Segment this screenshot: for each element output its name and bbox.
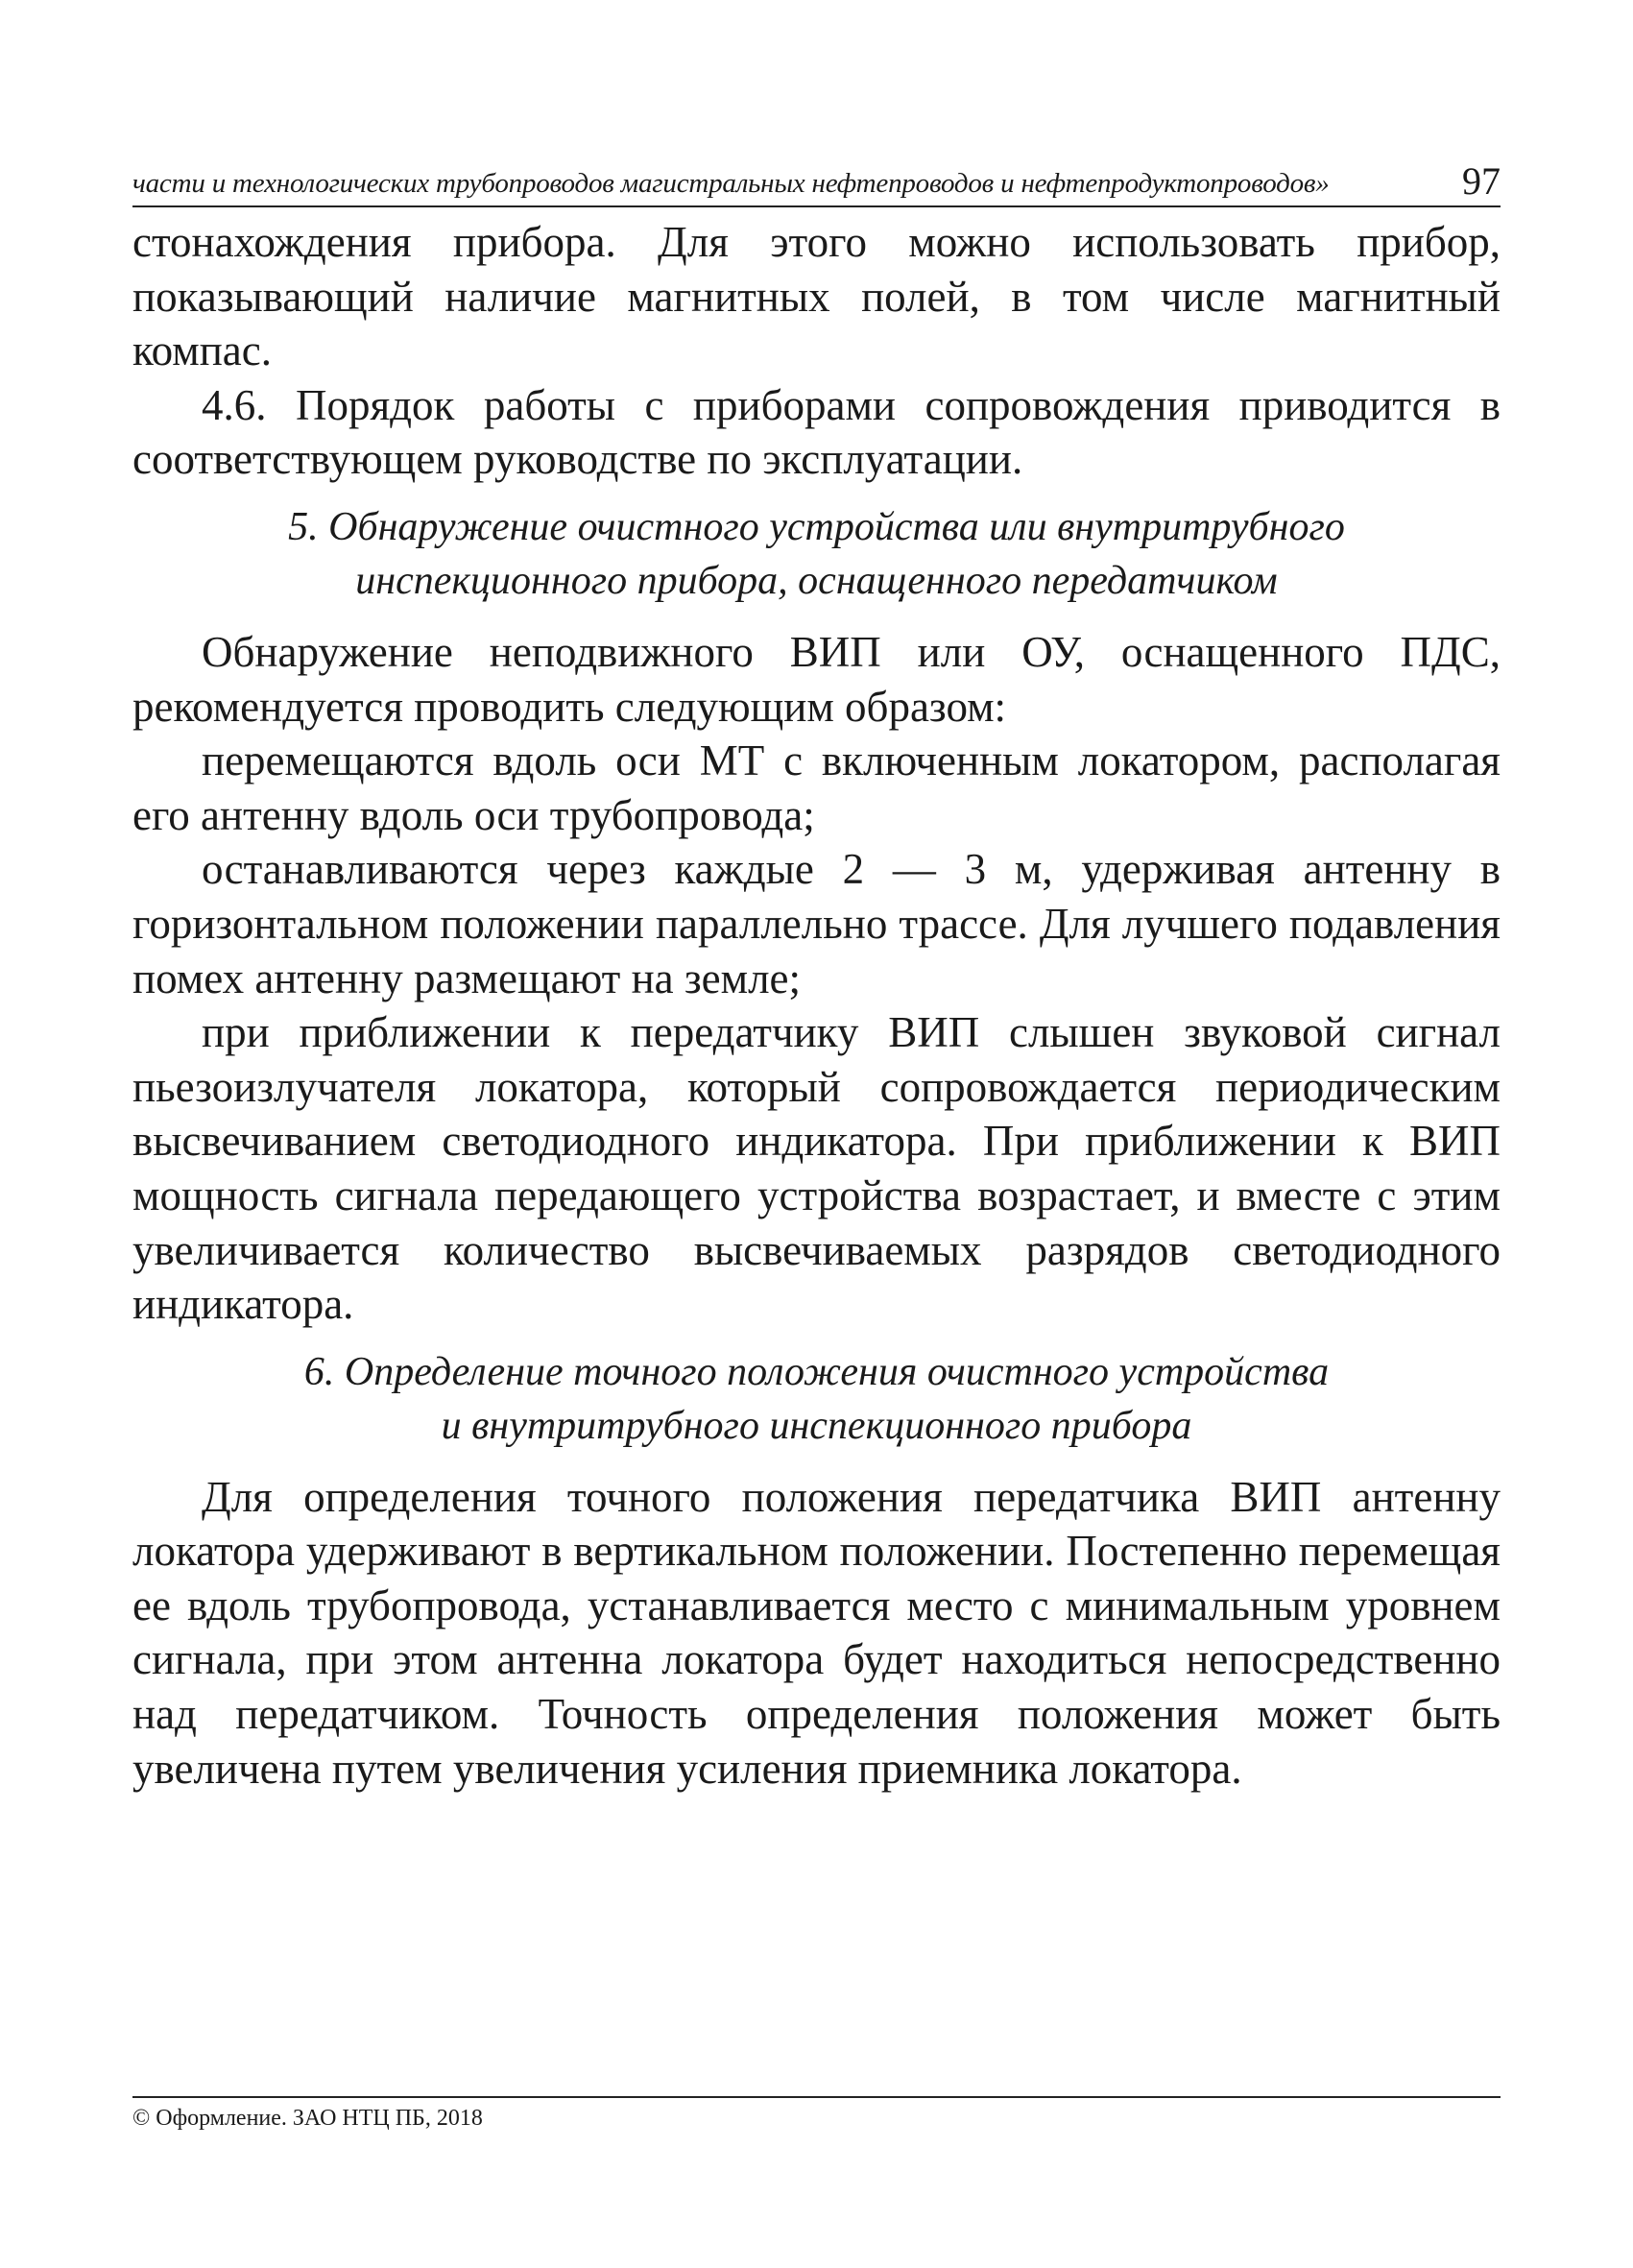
paragraph-precise-position: Для определения точного положения передатчика ВИП антенну локатора удерживают в вертикальном положении. Постепенно перемещая ее вдоль трубопровода, устанавливается место с минимальным уровнем сигнала, при этом антенна локатора будет находиться непосредственно над передатчиком. Точность определения положения может быть увеличена путем увеличения усиления приемника локатора.: [132, 1472, 1501, 1793]
page-number: 97: [1462, 159, 1501, 203]
running-header: [132, 152, 1501, 207]
body-text: [132, 215, 1501, 1796]
running-title: части и технологических трубопроводов магистральных нефтепроводов и нефтепродуктопроводов»: [132, 168, 1330, 199]
page-footer: [132, 2096, 1501, 2132]
section-5-heading-line-1: 5. Обнаружение очистного устройства или внутритрубного: [288, 504, 1345, 549]
paragraph-continuation: стонахождения прибора. Для этого можно использовать прибор, показывающий наличие магнитных полей, в том числе магнитный компас.: [132, 218, 1501, 375]
paragraph-detection-intro: Обнаружение неподвижного ВИП или ОУ, оснащенного ПДС, рекомендуется проводить следующим образом:: [132, 627, 1501, 731]
paragraph-step-approach: при приближении к передатчику ВИП слышен звуковой сигнал пьезоизлучателя локатора, который сопровождается периодическим высвечиванием светодиодного индикатора. При приближении к ВИП мощность сигнала передающего устройства возрастает, и вместе с этим увеличивается количество высвечиваемых разрядов светодиодного индикатора.: [132, 1008, 1501, 1329]
section-5-heading: [132, 500, 1501, 608]
copyright-notice: © Оформление. ЗАО НТЦ ПБ, 2018: [132, 2106, 483, 2131]
section-6-heading: [132, 1345, 1501, 1453]
paragraph-step-stop: останавливаются через каждые 2 — 3 м, удерживая антенну в горизонтальном положении параллельно трассе. Для лучшего подавления помех антенну размещают на земле;: [132, 845, 1501, 1002]
paragraph-step-move: перемещаются вдоль оси МТ с включенным локатором, располагая его антенну вдоль оси трубопровода;: [132, 736, 1501, 839]
section-6-heading-line-2: и внутритрубного инспекционного прибора: [441, 1403, 1192, 1448]
paragraph-4-6: 4.6. Порядок работы с приборами сопровождения приводится в соответствующем руководстве по эксплуатации.: [132, 380, 1501, 484]
section-5-heading-line-2: инспекционного прибора, оснащенного передатчиком: [355, 558, 1278, 603]
section-6-heading-line-1: 6. Определение точного положения очистного устройства: [303, 1349, 1330, 1394]
